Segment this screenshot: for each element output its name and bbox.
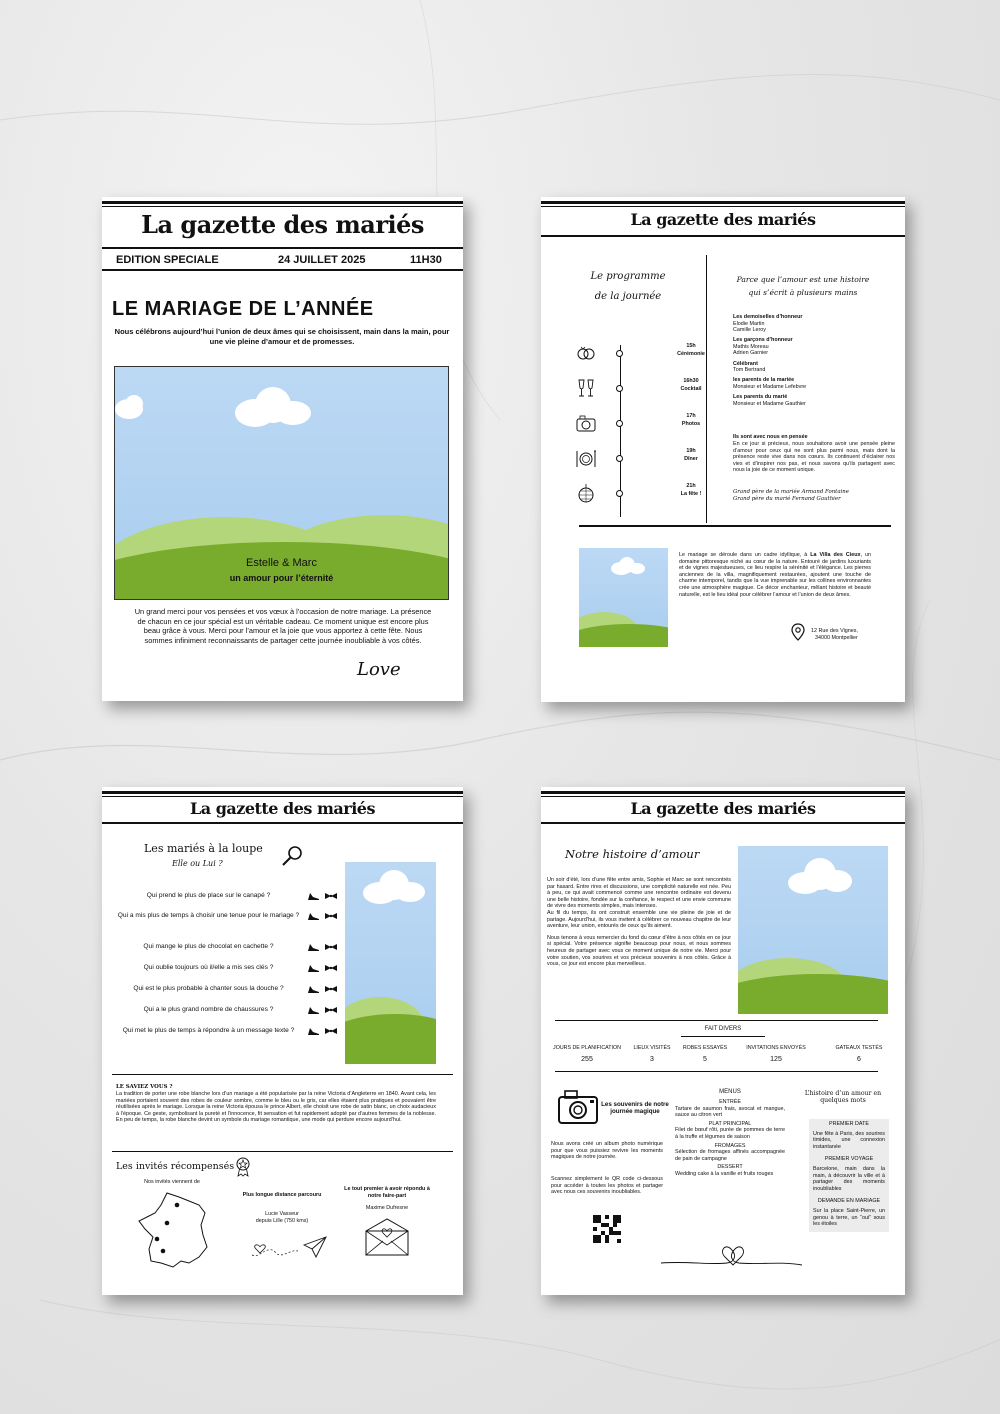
party-role: Les demoiselles d’honneur [733,314,803,320]
quiz-question [116,1005,341,1016]
qr-code-icon[interactable] [593,1215,621,1243]
heel-bowtie-icon [306,1026,340,1036]
menu-course-title: ENTRÉE [719,1099,741,1105]
award-first-title: Le tout premier à avoir répondu à notre faire-part [344,1186,430,1199]
timeline-time: 15h [686,343,696,349]
fact-stat-label: LIEUX VISITÉS [633,1045,671,1051]
story-photo-placeholder [738,846,888,1014]
timeline-label: Dîner [684,456,698,462]
venue-text: Le mariage se déroule dans un cadre idyllique, à La Villa des Cieux, un domaine pittoresque niché au cœur de la nature. Entouré de jardins luxuriants et de vignes majestueuses, ce lieu respire la sérénité et l’élégance. Les pierres anciennes de la villa, magnifiquement restaurées, ajoutent une touche de charme intemporel, tandis que la vue imprenable sur les collines environnantes crée une atmosphère magique. Ce décor enchanteur, mêlant histoire et beauté naturelle, est le lieu idéal pour célébrer l’amour et l’union de deux âmes. [679,552,871,598]
quiz-question [116,942,341,953]
page-story [541,787,905,1295]
fact-stat-value: 255 [581,1056,593,1063]
words-title: L’histoire d’un amour en quelques mots [804,1090,882,1105]
love-story-title: PREMIER VOYAGE [824,1156,874,1163]
party-role: Les parents du marié [733,393,788,400]
menu-course [675,1121,785,1141]
party-name: Monsieur et Madame Gauthier [733,400,806,407]
heel-bowtie-icon [306,891,340,901]
timeline-dot [616,420,623,427]
fact-stat-value: 3 [650,1056,654,1063]
cover-photo-placeholder [114,366,449,600]
timeline-item [571,413,711,449]
fact-stat-label: INVITATIONS ENVOYÉS [746,1045,806,1051]
timeline-time: 21h [686,483,696,489]
party-name: Mathis Moreau [733,343,769,350]
love-story-item [809,1196,889,1231]
timeline-item [571,448,711,484]
quote: Parce que l’amour est une histoire qui s’écrit à plusieurs mains [736,275,870,297]
heart-line-icon [659,1235,804,1275]
lead-text: Nous célébrons aujourd’hui l’union de deux âmes qui se choisissent, main dans la main, pour une vie pleine d’amour et de promesses. [114,327,450,346]
timeline-label: Photos [681,421,701,427]
award-distance-detail: depuis Lille (750 kms) [255,1218,309,1224]
menu-course [675,1099,785,1119]
edition-time: 11H30 [410,254,442,266]
fact-text: La tradition de porter une robe blanche lors d’un mariage a été popularisée par la reine Victoria d’Angleterre en 1840. Avant cela, les mariées portaient souvent des robes de couleur sombre, comme le bleu ou le gris, car elles étaient plus pratiques et pouvaient être réutilisées après le mariage. Lorsque la reine Victoria épousa le prince Albert, elle choisit une robe de satin blanc, un choix audacieux à l’époque. Ce geste, symbolisant la pureté et l’innocence, fit sensation et fut rapidement adopté par d’autres femmes de la noblesse. En peu de temps, la robe blanche devint un symbole du mariage romantique, une mode qui perdure encore aujourd’hui. [116,1091,436,1124]
quiz-question [116,911,341,922]
signature: Love [357,659,401,680]
love-story-text: Barcelone, main dans la main, à découvrir la ville et à partager des moments inoubliables [813,1165,885,1192]
menu-course [675,1143,785,1163]
party-group [733,337,893,357]
heel-bowtie-icon [306,963,340,973]
love-story-text: Sur la place Saint-Pierre, un genou à terre, un “oui” sous les étoiles [813,1207,885,1228]
menu-course-title: FROMAGES [714,1142,746,1149]
fact-stat-value: 125 [770,1056,782,1063]
quiz-question-text: Qui met le plus de temps à répondre à un message texte ? [122,1027,295,1034]
timeline-time: 19h [686,448,696,454]
programme-title: Le programme de la journée [590,271,666,302]
fact-stat [675,1045,735,1063]
timeline-dot [616,490,623,497]
timeline [571,343,721,523]
fact-stat-label: JOURS DE PLANIFICATION [553,1045,621,1051]
champagne-icon [575,378,597,400]
fact-stat [735,1045,817,1063]
love-story-title: DEMANDE EN MARIAGE [817,1198,881,1205]
location-pin-icon [791,623,805,641]
couple-tagline: un amour pour l’éternité [229,573,334,583]
edition-date: 24 JUILLET 2025 [278,254,366,266]
quiz-photo-placeholder [345,862,436,1064]
menu-course-dish: Tartare de saumon frais, avocat et mangue, sauce au citron vert [675,1105,785,1119]
party-role: Les garçons d’honneur [733,337,793,344]
camera-icon [555,1087,601,1125]
party-group [733,314,893,334]
quiz-question-text: Qui oublie toujours où il/elle a mis ses clés ? [143,964,274,971]
timeline-time: 16h30 [683,378,699,384]
love-story-item [809,1154,889,1196]
story-title: Notre histoire d’amour [565,847,700,861]
souvenirs-text-1: Nous avons créé un album photo numérique pour que vous puissiez revivre les moments magiques de notre journée. [551,1141,663,1161]
timeline-item [571,378,711,414]
masthead-title: La gazette des mariés [190,799,375,818]
menu-title: MENUS [719,1089,741,1095]
timeline-time: 17h [686,413,696,419]
party-name: Camille Leroy [733,327,766,334]
facts-title: FAIT DIVERS [704,1026,742,1032]
menu-list [675,1099,785,1180]
rings-icon [575,343,597,365]
awards-title: Les invités récompensés [116,1161,235,1172]
venue-address: 12 Rue des Vignes, 34000 Montpellier [811,628,858,641]
love-story-title: PREMIER DATE [828,1121,870,1127]
masthead-title: La gazette des mariés [630,210,816,229]
quiz-question-text: Qui prend le plus de place sur le canapé ? [146,892,271,899]
love-story-text: Une fête à Paris, des sourires timides, une connexion instantanée [813,1130,885,1150]
headline: LE MARIAGE DE L’ANNÉE [112,298,374,320]
award-distance-name: Lucie Vasseur [265,1211,299,1217]
souvenirs-title: Les souvenirs de notre journée magique [601,1101,669,1116]
menu-course [675,1164,785,1177]
couple-names: Estelle & Marc [246,557,317,569]
fact-stat-value: 6 [857,1056,861,1063]
award-distance-title: Plus longue distance parcouru [242,1192,322,1198]
fact-stat [817,1045,901,1063]
masthead-title: La gazette des mariés [141,210,424,239]
fact-stat-value: 5 [703,1056,707,1063]
souvenirs-text-2: Scannez simplement le QR code ci-dessous pour accéder à toutes les photos et partager avec nous ces souvenirs inoubliables. [551,1176,663,1196]
heel-bowtie-icon [306,942,340,952]
menu-course-title: PLAT PRINCIPAL [708,1120,752,1127]
party-name: Adrien Garnier [733,350,769,357]
heel-bowtie-icon [306,1005,340,1015]
timeline-dot [616,455,623,462]
timeline-dot [616,385,623,392]
quiz-question-text: Qui a le plus grand nombre de chaussures ? [143,1006,274,1013]
france-map-icon [137,1191,212,1271]
edition-label: EDITION SPECIALE [116,254,219,266]
wedding-party-list [733,314,893,411]
masthead-title: La gazette des mariés [630,799,816,818]
page-programme [541,197,905,702]
party-name: Elodie Martin [733,320,765,327]
envelope-heart-icon [363,1217,411,1257]
quiz-question-text: Qui a mis plus de temps à choisir une tenue pour le mariage ? [117,912,300,919]
party-group [733,394,893,407]
party-name: Monsieur et Madame Lefebvre [733,383,807,390]
memory-name-2: Grand père du marié Fernand Gauthier [733,496,841,502]
menu-course-dish: Wedding cake à la vanille et fruits rouges [675,1170,774,1177]
menu-course-dish: Sélection de fromages affinés accompagnée de pain de campagne [675,1149,785,1162]
plate-icon [575,448,597,470]
party-group [733,377,893,390]
love-story-boxes [809,1119,889,1232]
magnifier-icon [280,845,304,867]
medal-icon [235,1157,251,1177]
fact-stat-label: GATEAUX TESTÉS [835,1045,883,1051]
memory-name-1: Grand père de la mariée Armand Fontaine [733,489,849,495]
heel-bowtie-icon [306,984,340,994]
party-role: les parents de la mariée [733,377,795,384]
camera-icon [575,413,597,435]
heel-bowtie-icon [306,911,340,921]
award-first-name: Maxime Dufresne [365,1205,409,1211]
love-story-item [809,1119,889,1154]
page-cover [102,197,463,701]
story-text: Un soir d’été, lors d’une fête entre amis, Sophie et Marc se sont rencontrés par hasard. Entre rires et discussions, une complicité naturelle est née. Peu à peu, ce qui avait commencé comme une rencontre ordinaire est devenu une belle histoire, fondée sur la confiance, le respect et une envie commune de vivre des moments simples, mais intenses. Au fil du temps, ils ont construit ensemble une vie pleine de joie et de partage. Aujourd’hui, ils vous invitent à célébrer ce nouveau chapitre de leur aventure, leur union, entourés de ceux qu’ils aiment. Nous tenons à vous remercier du fond du cœur d’être à nos côtés en ce jour si spécial. Votre présence signifie beaucoup pour nous, et nous sommes heureux de partager avec vous ce moment unique de notre vie. Merci pour votre soutien, vos sourires et vos précieux souvenirs à nos côtés. Grâce à vous, ce jour est encore plus merveilleux. [547,877,731,968]
quiz-question-text: Qui mange le plus de chocolat en cachette ? [143,943,274,950]
party-name: Tom Bertrand [733,367,766,374]
timeline-item [571,483,711,519]
quiz-question [116,891,341,902]
fact-title: LE SAVIEZ VOUS ? [116,1084,173,1090]
quiz-question [116,963,341,974]
quiz-title: Les mariés à la loupe [144,842,263,855]
venue-name: La Villa des Cieux [810,552,861,558]
page-quiz [102,787,463,1295]
venue-photo-placeholder [579,548,668,647]
disco-ball-icon [575,483,597,505]
paper-plane-icon [250,1235,328,1261]
guests-origin-label: Nos invités viennent de [144,1179,200,1185]
timeline-label: Cocktail [680,386,702,392]
fact-stat [629,1045,675,1063]
cover-body-text: Un grand merci pour vos pensées et vos vœux à l’occasion de notre mariage. La présence de chacun en ce jour spécial est un véritable cadeau. Ce moment unique est encore plus beau grâce à vous. Merci pour l’amour et la joie que vous apportez à cette fête. Nous sommes infiniment reconnaissants de partager cette journée inoubliable à vos côtés. [134,607,432,645]
party-role: Célébrant [733,360,758,367]
quiz-subtitle: Elle ou Lui ? [172,859,223,868]
timeline-label: Cérémonie [677,351,705,357]
quiz-question-text: Qui est le plus probable à chanter sous la douche ? [133,985,284,992]
timeline-label: La fête ! [680,491,702,497]
menu-course-title: DESSERT [717,1164,743,1171]
quiz-question [116,1026,341,1037]
memory-title: Ils sont avec nous en pensée [733,434,808,440]
memory-text: En ce jour si précieux, nous souhaitons avoir une pensée pleine d’amour pour ceux qui ne sont plus parmi nous, mais dont la présence reste vive dans nos cœurs. Ils continuent d’éclairer nos vies et d’inspirer nos pas, et nous savons qu’ils partagent avec nous la joie de ce moment unique. [733,441,895,474]
menu-course-dish: Filet de bœuf rôti, purée de pommes de terre à la truffe et légumes de saison [675,1127,785,1140]
timeline-dot [616,350,623,357]
fact-stat [545,1045,629,1063]
fact-stat-label: ROBES ESSAYÉS [682,1045,728,1051]
party-group [733,361,893,374]
timeline-item [571,343,711,379]
quiz-question [116,984,341,995]
